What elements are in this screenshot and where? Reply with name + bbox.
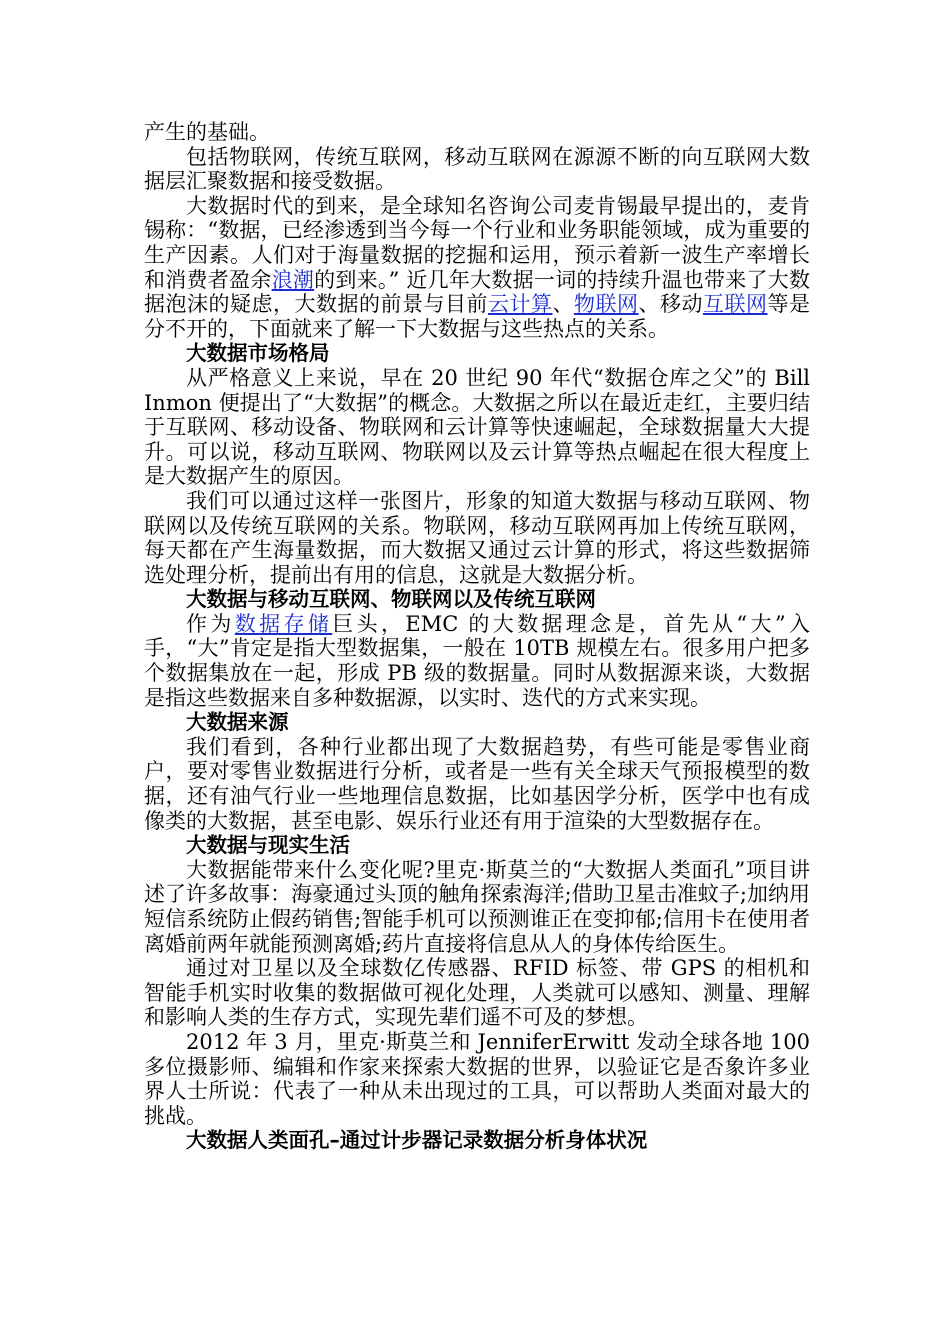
section-heading: 大数据人类面孔–通过计步器记录数据分析身体状况 bbox=[186, 1128, 648, 1153]
text-run: 、 bbox=[552, 292, 574, 317]
link-iot[interactable]: 物联网 bbox=[574, 292, 639, 317]
document-page bbox=[144, 120, 810, 1153]
text-run: 的到来。” 近几年大数据一词的持续升温也带来了大数据泡沫的疑虑，大数据的前景与目前 bbox=[144, 267, 811, 317]
paragraph: 我们可以通过这样一张图片，形象的知道大数据与移动互联网、物联网以及传统互联网的关系。物联网，移动互联网再加上传统互联网，每天都在产生海量数据，而大数据又通过云计算的形式，将这些数据筛选处理分析，提前出有用的信息，这就是大数据分析。 bbox=[144, 488, 810, 587]
paragraph: 2012 年 3 月，里克·斯莫兰和 JenniferErwitt 发动全球各地 100 多位摄影师、编辑和作家来探索大数据的世界，以验证它是否象许多业界人士所说：代表了一种从未出现过的工具，可以帮助人类面对最大的挑战。 bbox=[144, 1029, 810, 1128]
link-data-storage[interactable]: 数据存储 bbox=[234, 611, 333, 636]
paragraph: 大数据能带来什么变化呢?里克·斯莫兰的“大数据人类面孔”项目讲述了许多故事：海豪通过头顶的触角探索海洋;借助卫星击准蚊子;加纳用短信系统防止假药销售;智能手机可以预测谁正在变抑郁;信用卡在使用者离婚前两年就能预测离婚;药片直接将信息从人的身体传给医生。 bbox=[144, 857, 810, 956]
text-run: 等是分不开的，下面就来了解一下大数据与这些热点的关系。 bbox=[144, 292, 810, 341]
text-run: 巨头，EMC 的大数据理念是，首先从“大”入手，“大”肯定是指大型数据集，一般在 10TB 规模左右。很多用户把多个数据集放在一起，形成 PB 级的数据量。同时从数据源来谈，大数据是指这些数据来自多种数据源，以实时、迭代的方式来实现。 bbox=[144, 611, 811, 710]
paragraph bbox=[144, 194, 810, 342]
link-langchao[interactable]: 浪潮 bbox=[271, 267, 315, 292]
text-run: 、移动 bbox=[638, 292, 703, 317]
link-internet[interactable]: 互联网 bbox=[703, 292, 768, 317]
section-heading: 大数据与移动互联网、物联网以及传统互联网 bbox=[186, 587, 596, 612]
paragraph: 从严格意义上来说，早在 20 世纪 90 年代“数据仓库之父”的 Bill Inmon 便提出了“大数据”的概念。大数据之所以在最近走红，主要归结于互联网、移动设备、物联网和云计算等快速崛起，全球数据量大大提升。可以说，移动互联网、物联网以及云计算等热点崛起在很大程度上是大数据产生的原因。 bbox=[144, 365, 810, 489]
paragraph: 通过对卫星以及全球数亿传感器、RFID 标签、带 GPS 的相机和智能手机实时收集的数据做可视化处理，人类就可以感知、测量、理解和影响人类的生存方式，实现先辈们遥不可及的梦想。 bbox=[144, 956, 810, 1030]
section-heading: 大数据来源 bbox=[186, 710, 289, 735]
paragraph: 包括物联网，传统互联网，移动互联网在源源不断的向互联网大数据层汇聚数据和接受数据。 bbox=[144, 144, 810, 194]
section-heading: 大数据市场格局 bbox=[186, 341, 330, 366]
text-run: 作为 bbox=[186, 611, 235, 636]
paragraph: 我们看到，各种行业都出现了大数据趋势，有些可能是零售业商户，要对零售业数据进行分析，或者是一些有关全球天气预报模型的数据，还有油气行业一些地理信息数据，比如基因学分析，医学中也有成像类的大数据，甚至电影、娱乐行业还有用于渲染的大型数据存在。 bbox=[144, 734, 810, 833]
link-cloud-computing[interactable]: 云计算 bbox=[488, 292, 553, 317]
text-run: 大数据时代的到来，是全球知名咨询公司麦肯锡最早提出的，麦肯锡称：“数据，已经渗透到当今每一个行业和业务职能领域，成为重要的生产因素。人们对于海量数据的挖掘和运用，预示着新一波生产率增长和消费者盈余 bbox=[144, 193, 810, 292]
paragraph: 产生的基础。 bbox=[144, 120, 270, 144]
paragraph bbox=[144, 612, 810, 710]
section-heading: 大数据与现实生活 bbox=[186, 833, 350, 858]
